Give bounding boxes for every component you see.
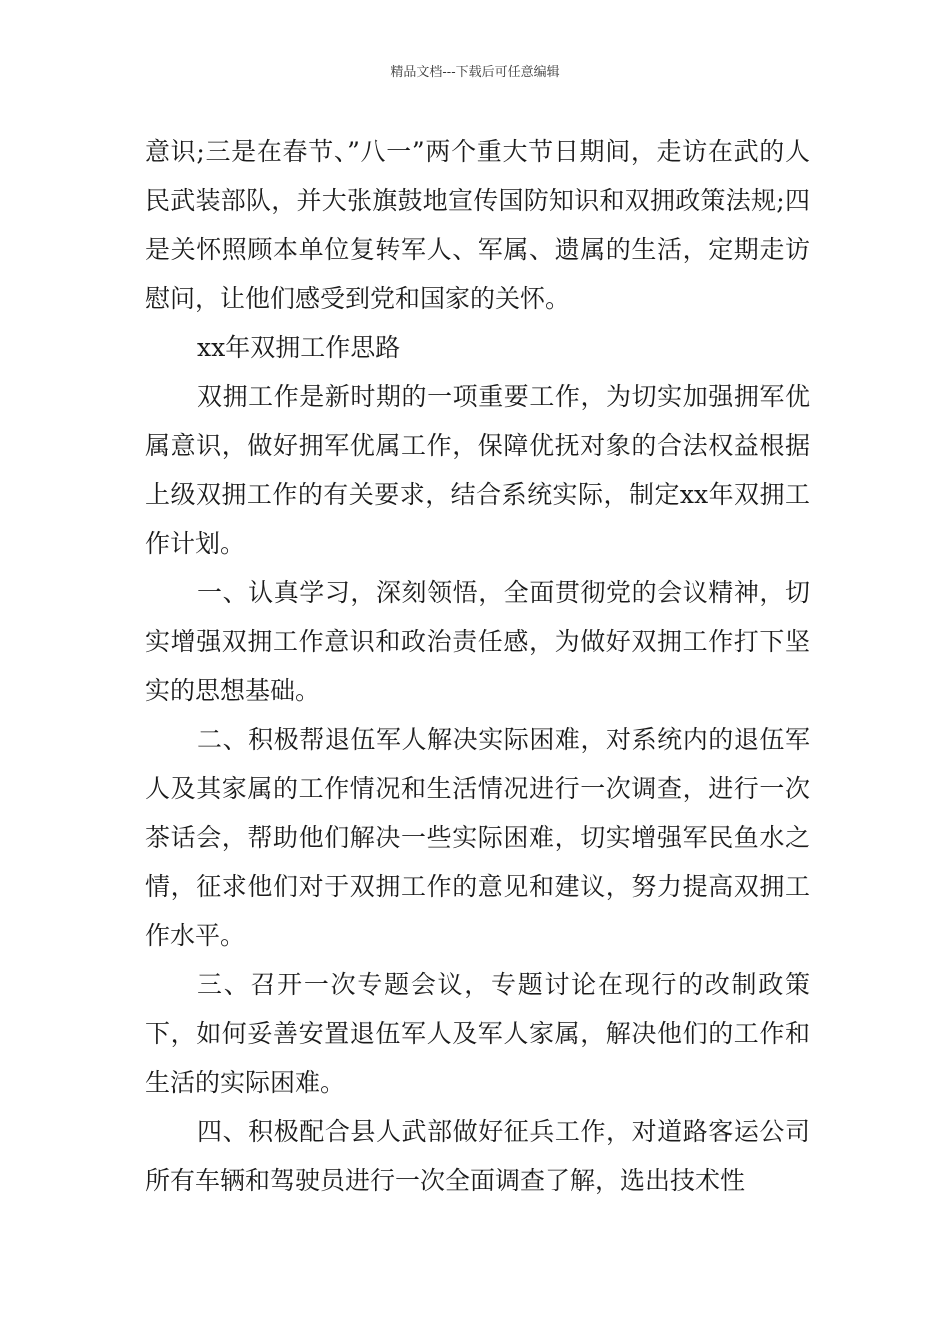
page-header: 精品文档---下载后可任意编辑 [390,65,560,80]
paragraph-1: 意识;三是在春节、”八一”两个重大节日期间，走访在武的人民武装部队，并大张旗鼓地宣传国防知识和双拥政策法规;四是关怀照顾本单位复转军人、军属、遗属的生活，定期走访慰问，让他们感受到党和国家的关怀。 [145,137,810,313]
section-heading: xx年双拥工作思路 [197,333,401,362]
paragraph-item-4: 四、积极配合县人武部做好征兵工作，对道路客运公司所有车辆和驾驶员进行一次全面调查了解，选出技术性 [145,1117,810,1195]
paragraph-intro: 双拥工作是新时期的一项重要工作，为切实加强拥军优属意识，做好拥军优属工作，保障优抚对象的合法权益根据上级双拥工作的有关要求，结合系统实际，制定xx年双拥工作计划。 [145,382,810,558]
paragraph-item-1: 一、认真学习，深刻领悟，全面贯彻党的会议精神，切实增强双拥工作意识和政治责任感，为做好双拥工作打下坚实的思想基础。 [145,578,810,705]
paragraph-item-2: 二、积极帮退伍军人解决实际困难，对系统内的退伍军人及其家属的工作情况和生活情况进行一次调查，进行一次茶话会，帮助他们解决一些实际困难，切实增强军民鱼水之情，征求他们对于双拥工作的意见和建议，努力提高双拥工作水平。 [145,725,810,950]
document-body [145,127,810,1205]
paragraph-item-3: 三、召开一次专题会议，专题讨论在现行的改制政策下，如何妥善安置退伍军人及军人家属，解决他们的工作和生活的实际困难。 [145,970,810,1097]
